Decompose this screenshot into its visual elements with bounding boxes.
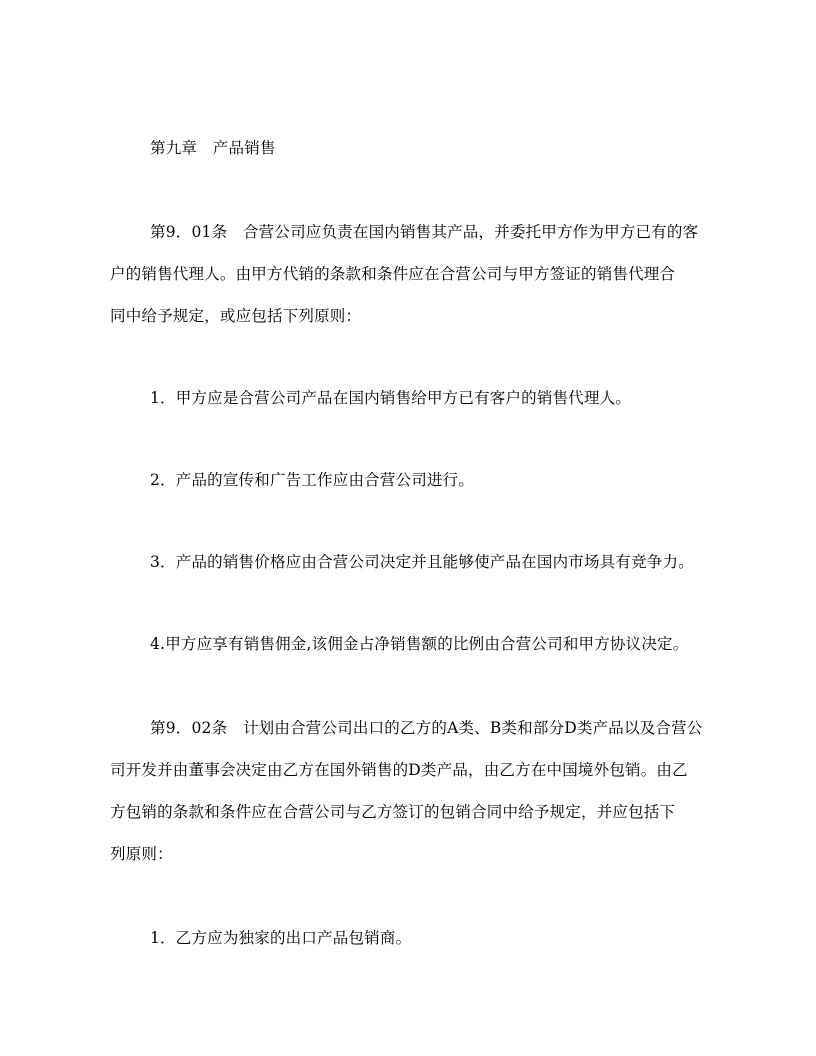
- article-902-line-2: 司开发并由董事会决定由乙方在国外销售的D类产品，由乙方在中国境外包销。由乙: [110, 761, 688, 779]
- article-901-item-2: 2．产品的宣传和广告工作应由合营公司进行。: [150, 471, 475, 489]
- article-901-line-2: 户的销售代理人。由甲方代销的条款和条件应在合营公司与甲方签证的销售代理合: [110, 265, 676, 283]
- article-901-item-1: 1．甲方应是合营公司产品在国内销售给甲方已有客户的销售代理人。: [150, 389, 632, 407]
- article-901-item-4: 4.甲方应享有销售佣金,该佣金占净销售额的比例由合营公司和甲方协议决定。: [150, 635, 689, 653]
- article-902-item-1: 1．乙方应为独家的出口产品包销商。: [150, 929, 412, 947]
- article-902-line-1: 第9．02条 计划由合营公司出口的乙方的A类、B类和部分D类产品以及合营公: [150, 719, 703, 737]
- article-901-line-1: 第9．01条 合营公司应负责在国内销售其产品，并委托甲方作为甲方已有的客: [150, 223, 699, 241]
- article-902-line-4: 列原则：: [110, 845, 173, 863]
- article-901-line-3: 同中给予规定，或应包括下列原则：: [110, 307, 362, 325]
- article-901-item-3: 3．产品的销售价格应由合营公司决定并且能够使产品在国内市场具有竞争力。: [150, 553, 694, 571]
- article-902-line-3: 方包销的条款和条件应在合营公司与乙方签订的包销合同中给予规定，并应包括下: [110, 803, 676, 821]
- chapter-heading: 第九章 产品销售: [150, 139, 276, 157]
